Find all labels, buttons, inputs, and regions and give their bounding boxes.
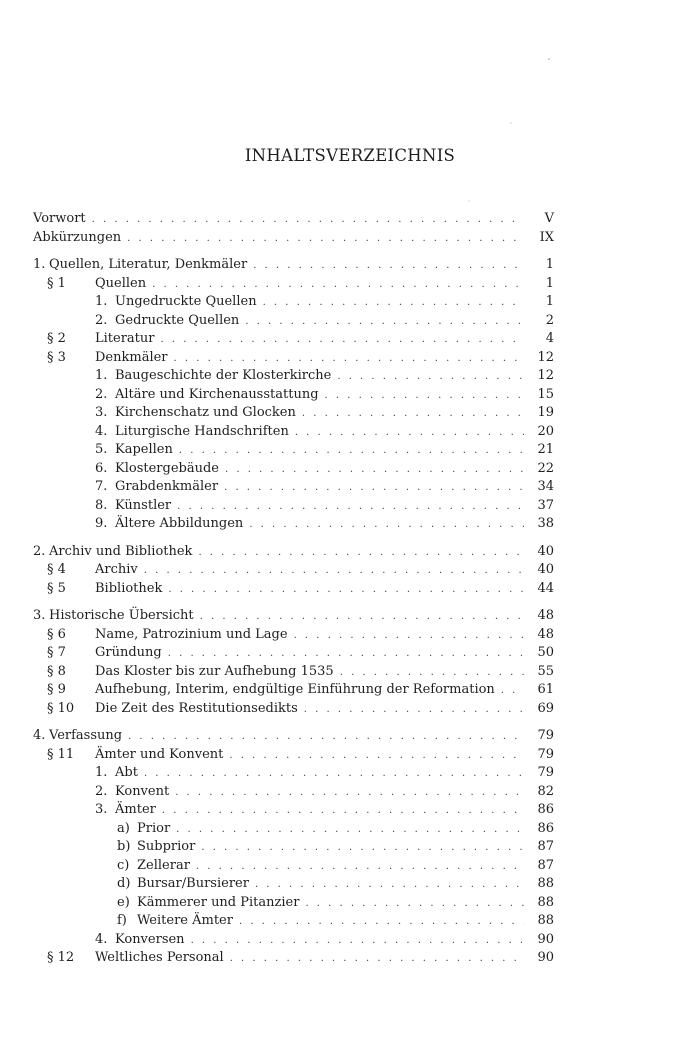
dot-leader <box>92 211 524 230</box>
toc-entry <box>33 857 554 876</box>
toc-entry <box>33 478 554 497</box>
page-title: INHALTSVERZEICHNIS <box>244 146 456 165</box>
toc-entry-label: Aufhebung, Interim, endgültige Einführung der Reformation <box>95 682 495 697</box>
toc-entry-label: Kirchenschatz und Glocken <box>115 405 296 420</box>
scan-speck <box>510 122 512 124</box>
toc-entry-page: 61 <box>537 682 554 697</box>
toc-entry <box>33 764 554 783</box>
toc-entry <box>33 783 554 802</box>
toc-entry <box>33 293 554 312</box>
toc-entry-number: 1. <box>95 368 108 383</box>
toc-entry <box>33 349 554 368</box>
toc-entry-page: 87 <box>537 857 554 873</box>
dot-leader <box>501 682 524 701</box>
toc-entry-number: § 9 <box>47 682 66 697</box>
toc-entry <box>33 330 554 349</box>
toc-entry-number: § 6 <box>47 626 66 642</box>
toc-entry <box>33 404 554 423</box>
toc-entry-number: § 12 <box>47 950 75 965</box>
dot-leader <box>191 932 524 951</box>
toc-entry-label: Konversen <box>115 931 185 947</box>
toc-entry-label: Historische Übersicht <box>49 608 194 623</box>
dot-leader <box>162 802 524 821</box>
toc-entry <box>33 367 554 386</box>
toc-entry-page: 88 <box>537 876 554 891</box>
dot-leader <box>224 479 524 498</box>
dot-leader <box>230 950 524 969</box>
toc-entry-label: Gründung <box>95 645 162 660</box>
toc-entry-page: 50 <box>537 645 554 660</box>
toc-entry <box>33 256 554 275</box>
toc-entry <box>33 543 554 562</box>
dot-leader <box>144 562 524 581</box>
toc-entry-page: 40 <box>537 562 554 577</box>
toc-entry-page: 37 <box>537 497 554 513</box>
toc-entry-page: 12 <box>537 349 554 365</box>
toc-entry-label: Künstler <box>115 497 172 513</box>
toc-entry-number: 3. <box>95 405 108 420</box>
toc-entry-label: Kapellen <box>115 442 173 457</box>
toc-entry-number: 7. <box>95 479 108 494</box>
toc-entry <box>33 515 554 534</box>
toc-entry-page: 79 <box>537 728 554 743</box>
toc-entry-page: 22 <box>537 460 554 476</box>
toc-entry <box>33 312 554 331</box>
dot-leader <box>168 581 524 600</box>
toc-entry-page: 55 <box>537 663 554 679</box>
toc-entry-label: Literatur <box>95 331 155 346</box>
dot-leader <box>305 895 524 914</box>
toc-entry-page: 1 <box>545 257 554 272</box>
toc-entry-page: 21 <box>537 442 554 457</box>
toc-entry <box>33 607 554 626</box>
dot-leader <box>196 858 524 877</box>
toc-entry-label: Bibliothek <box>95 580 163 596</box>
dot-leader <box>304 701 524 720</box>
toc-entry-page: IX <box>539 229 554 245</box>
toc-entry-page: V <box>544 211 554 226</box>
toc-entry <box>33 229 554 248</box>
dot-leader <box>128 728 524 747</box>
toc-entry-label: Ungedruckte Quellen <box>115 294 257 309</box>
toc-entry-label: Das Kloster bis zur Aufhebung 1535 <box>95 663 334 679</box>
toc-entry-number: 3. <box>33 608 46 623</box>
dot-leader <box>263 294 524 313</box>
toc-entry-page: 48 <box>537 626 554 642</box>
dot-leader <box>295 424 524 443</box>
toc-entry-number: § 4 <box>47 562 66 577</box>
dot-leader <box>225 461 524 480</box>
toc-entry-page: 79 <box>537 765 554 780</box>
toc-entry-label: Gedruckte Quellen <box>115 312 240 328</box>
toc-entry-number: § 8 <box>47 663 66 679</box>
toc-entry-page: 1 <box>545 294 554 309</box>
toc-entry-page: 86 <box>537 820 554 836</box>
toc-entry <box>33 681 554 700</box>
toc-entry <box>33 894 554 913</box>
table-of-contents <box>33 210 554 968</box>
dot-leader <box>302 405 524 424</box>
toc-entry <box>33 931 554 950</box>
toc-entry-number: 1. <box>33 257 46 272</box>
toc-entry-number: 2. <box>95 386 108 402</box>
toc-entry-page: 69 <box>537 700 554 716</box>
toc-entry-number: 6. <box>95 460 108 476</box>
toc-entry-label: Kämmerer und Pitanzier <box>137 894 300 910</box>
dot-leader <box>245 313 524 332</box>
toc-entry <box>33 875 554 894</box>
toc-entry-label: Baugeschichte der Klosterkirche <box>115 368 332 383</box>
toc-entry-number: 2. <box>33 543 46 559</box>
toc-entry <box>33 626 554 645</box>
dot-leader <box>176 821 524 840</box>
toc-entry <box>33 386 554 405</box>
dot-leader <box>179 442 524 461</box>
dot-leader <box>253 257 524 276</box>
dot-leader <box>177 498 524 517</box>
toc-entry-number: 2. <box>95 312 108 328</box>
toc-entry-number: d) <box>117 876 131 891</box>
toc-entry-label: Konvent <box>115 783 170 799</box>
toc-entry-label: Weitere Ämter <box>137 913 233 928</box>
dot-leader <box>127 230 524 249</box>
toc-entry-number: § 2 <box>47 331 66 346</box>
toc-entry-label: Quellen <box>95 275 147 291</box>
toc-entry-number: 5. <box>95 442 108 457</box>
toc-entry-label: Klostergebäude <box>115 460 219 476</box>
toc-entry-number: b) <box>117 839 131 854</box>
toc-entry-label: Prior <box>137 820 171 836</box>
toc-entry <box>33 580 554 599</box>
toc-entry-page: 88 <box>537 894 554 910</box>
dot-leader <box>168 645 524 664</box>
toc-entry-page: 44 <box>537 580 554 596</box>
toc-entry-label: Archiv <box>95 562 138 577</box>
toc-entry-label: Name, Patrozinium und Lage <box>95 626 288 642</box>
toc-entry-page: 12 <box>537 368 554 383</box>
toc-entry-label: Subprior <box>137 839 196 854</box>
toc-entry-number: 4. <box>95 931 108 947</box>
toc-entry-page: 4 <box>545 331 554 346</box>
toc-entry-label: Bursar/Bursierer <box>137 876 249 891</box>
toc-entry <box>33 497 554 516</box>
toc-entry-number: c) <box>117 857 130 873</box>
toc-entry-label: Abkürzungen <box>33 229 122 245</box>
toc-entry-label: Grabdenkmäler <box>115 479 219 494</box>
toc-entry-label: Ämter und Konvent <box>95 746 224 762</box>
toc-entry-label: Altäre und Kirchenausstattung <box>115 386 319 402</box>
toc-entry-number: 2. <box>95 783 108 799</box>
toc-entry-number: 4. <box>95 423 108 439</box>
toc-entry-number: 9. <box>95 516 108 531</box>
scan-speck <box>548 58 550 60</box>
dot-leader <box>239 913 524 932</box>
toc-entry-page: 86 <box>537 802 554 817</box>
toc-entry-number: 4. <box>33 728 46 743</box>
toc-entry-label: Denkmäler <box>95 349 168 365</box>
toc-entry <box>33 663 554 682</box>
toc-entry-number: 1. <box>95 294 108 309</box>
toc-entry <box>33 275 554 294</box>
toc-entry-page: 40 <box>537 543 554 559</box>
toc-entry-number: e) <box>117 894 130 910</box>
toc-entry-label: Vorwort <box>33 211 86 226</box>
toc-entry-number: § 5 <box>47 580 66 596</box>
toc-entry <box>33 460 554 479</box>
toc-entry-page: 79 <box>537 746 554 762</box>
toc-entry <box>33 949 554 968</box>
toc-entry <box>33 820 554 839</box>
toc-entry-label: Zellerar <box>137 857 190 873</box>
toc-entry-number: 1. <box>95 765 108 780</box>
toc-entry-number: § 11 <box>47 746 75 762</box>
dot-leader <box>337 368 524 387</box>
toc-entry <box>33 746 554 765</box>
toc-entry-page: 2 <box>545 312 554 328</box>
toc-entry <box>33 644 554 663</box>
toc-entry-label: Verfassung <box>49 728 123 743</box>
toc-entry <box>33 912 554 931</box>
dot-leader <box>174 350 524 369</box>
toc-entry <box>33 210 554 229</box>
toc-entry-number: 3. <box>95 802 108 817</box>
dot-leader <box>175 784 524 803</box>
dot-leader <box>160 331 524 350</box>
dot-leader <box>340 664 524 683</box>
toc-entry-page: 15 <box>537 386 554 402</box>
toc-entry-label: Quellen, Literatur, Denkmäler <box>49 257 248 272</box>
dot-leader <box>152 276 524 295</box>
toc-entry-label: Ämter <box>115 802 156 817</box>
dot-leader <box>200 608 524 627</box>
toc-entry <box>33 423 554 442</box>
toc-entry-number: § 7 <box>47 645 66 660</box>
toc-entry <box>33 727 554 746</box>
toc-entry <box>33 561 554 580</box>
toc-entry <box>33 441 554 460</box>
toc-entry-label: Ältere Abbildungen <box>115 516 244 531</box>
toc-entry-page: 82 <box>537 783 554 799</box>
toc-entry-label: Liturgische Handschriften <box>115 423 289 439</box>
toc-entry-label: Abt <box>115 765 138 780</box>
toc-entry <box>33 801 554 820</box>
toc-entry-page: 34 <box>537 479 554 494</box>
toc-entry <box>33 700 554 719</box>
toc-entry-page: 90 <box>537 931 554 947</box>
toc-entry-label: Weltliches Personal <box>95 950 224 965</box>
toc-entry-number: a) <box>117 820 130 836</box>
dot-leader <box>229 747 524 766</box>
toc-entry-page: 38 <box>537 516 554 531</box>
toc-entry-page: 90 <box>537 950 554 965</box>
dot-leader <box>144 765 524 784</box>
toc-entry-label: Archiv und Bibliothek <box>49 543 193 559</box>
dot-leader <box>294 627 524 646</box>
toc-entry-number: § 10 <box>47 700 75 716</box>
toc-entry-number: 8. <box>95 497 108 513</box>
dot-leader <box>325 387 524 406</box>
scan-speck <box>468 200 470 202</box>
toc-entry-page: 1 <box>545 275 554 291</box>
toc-entry-page: 20 <box>537 423 554 439</box>
toc-entry-number: § 1 <box>47 275 66 291</box>
toc-entry-number: f) <box>117 913 127 928</box>
dot-leader <box>249 516 524 535</box>
dot-leader <box>201 839 524 858</box>
toc-entry <box>33 838 554 857</box>
dot-leader <box>255 876 524 895</box>
toc-entry-page: 19 <box>537 405 554 420</box>
dot-leader <box>198 544 524 563</box>
toc-entry-page: 87 <box>537 839 554 854</box>
toc-entry-page: 88 <box>537 913 554 928</box>
toc-entry-label: Die Zeit des Restitutionsedikts <box>95 700 298 716</box>
toc-entry-number: § 3 <box>47 349 66 365</box>
toc-entry-page: 48 <box>537 608 554 623</box>
